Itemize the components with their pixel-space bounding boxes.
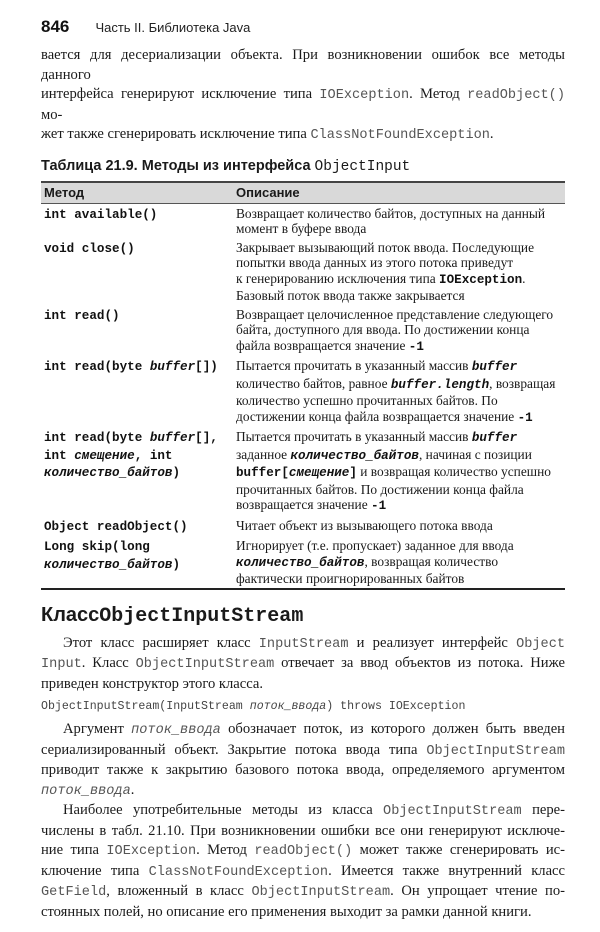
page-number: 846 (41, 17, 70, 36)
methods-table (41, 181, 565, 590)
text-run: мо- (41, 106, 63, 123)
code-run: ) (172, 466, 181, 480)
text-run: . Он упрощает чтение по- (390, 883, 565, 899)
text-run: Этот класс расширяет класс (63, 634, 259, 651)
text-run: ObjectInputStream(InputStream (41, 700, 250, 713)
text-run: и реализует интерфейс (348, 634, 517, 651)
code-run: int read(byte (44, 431, 150, 445)
description-cell (233, 203, 565, 238)
code-run: -1 (408, 339, 424, 354)
description-cell (233, 305, 565, 357)
text-run: , начиная с позиции (418, 446, 532, 462)
table-title-code: ObjectInput (314, 158, 411, 175)
text-line (41, 882, 565, 903)
text-run: ние типа (41, 842, 107, 858)
text-run: стоянных полей, но описание его применения выходит за рамки данной книги. (41, 903, 532, 920)
code-run: IOException (439, 272, 523, 287)
code-run: int read(byte (44, 360, 150, 374)
method-cell (41, 516, 233, 537)
text-run: . Имеется также внутренний класс (328, 862, 565, 879)
paragraph-1 (41, 634, 565, 695)
text-run: к генерированию исключения типа (236, 270, 440, 286)
text-line (41, 781, 565, 802)
text-run: Закрывает вызывающий поток ввода. Последующие (236, 239, 535, 255)
code-run: buffer (471, 360, 518, 374)
cell-line (44, 358, 230, 376)
code-run: int available() (44, 207, 158, 222)
text-run: заданное (236, 446, 291, 462)
section-heading-text: Класс (41, 603, 100, 626)
method-cell (41, 356, 233, 427)
text-run: отвечает за ввод объектов из потока. Ниже (274, 655, 565, 671)
code-run: количество_байтов (236, 555, 365, 570)
code-run: ObjectInputStream (426, 743, 565, 759)
code-run: [], (195, 431, 218, 445)
cell-line (236, 240, 562, 256)
method-cell (41, 203, 233, 238)
cell-line (236, 538, 562, 554)
cell-line (236, 554, 562, 572)
cell-line (44, 518, 230, 536)
code-run: IOException (106, 844, 197, 859)
cell-line (236, 255, 562, 271)
text-line (41, 654, 565, 675)
text-run: пере- (521, 802, 565, 818)
cell-line (44, 429, 230, 447)
text-line (41, 841, 565, 862)
code-run: ) (172, 557, 181, 572)
text-run: жет также сгенерировать исключение типа (41, 126, 311, 142)
description-cell (233, 356, 565, 427)
text-run: приводит также к закрытию базового потока ввода, определяемого аргументом (41, 762, 565, 778)
method-cell (41, 536, 233, 589)
text-run: ключение типа (41, 862, 149, 879)
table-row (41, 305, 565, 357)
text-run: , возвращая количество (364, 553, 499, 569)
cell-line (236, 409, 562, 427)
text-run: , возвращая (489, 375, 556, 391)
table-row (41, 203, 565, 238)
text-run: Возвращает количество байтов, доступных на данный (236, 205, 546, 221)
table-row (41, 238, 565, 305)
column-header-description: Описание (233, 182, 565, 204)
cell-line (236, 338, 562, 356)
code-run: количество_байтов (44, 557, 173, 572)
table-row (41, 356, 565, 427)
cell-line (236, 206, 562, 222)
text-run: количество успешно прочитанных байтов. По (236, 393, 498, 408)
code-run: -1 (517, 410, 533, 425)
cell-line (236, 271, 562, 289)
cell-line (236, 307, 562, 323)
cell-line (236, 393, 562, 409)
text-run: Возвращает целочисленное представление следующего (236, 306, 554, 322)
table-header-row (41, 182, 565, 204)
code-run: Object readObject() (44, 519, 188, 534)
text-run: ) throws IOException (326, 700, 466, 713)
text-run: сериализированный объект. Закрытие потока ввода типа (41, 741, 427, 758)
code-run: Input (41, 657, 82, 672)
table-title-text: Таблица 21.9. Методы из интерфейса (41, 157, 311, 174)
text-line (41, 675, 565, 695)
code-run: смещение (74, 448, 135, 463)
text-line (41, 822, 565, 842)
code-run: смещение (288, 466, 350, 480)
text-line (41, 761, 565, 781)
running-title: Часть II. Библиотека Java (95, 20, 251, 35)
text-line (41, 85, 565, 125)
code-run: buffer (471, 431, 518, 445)
text-run: приведен конструктор этого класса. (41, 675, 264, 692)
text-run: . Метод (409, 86, 468, 102)
cell-line (236, 221, 562, 237)
constructor-signature (41, 698, 565, 716)
text-run: вается для десериализации объекта. При возникновении ошибок все методы данного (41, 47, 565, 83)
code-run: buffer.length (390, 377, 490, 392)
cell-line (236, 482, 562, 498)
text-run: . (522, 270, 526, 286)
method-cell (41, 305, 233, 357)
code-run: IOException (319, 88, 410, 103)
description-cell (233, 536, 565, 589)
code-run: buffer (149, 431, 196, 445)
table-row (41, 536, 565, 589)
text-line (41, 801, 565, 822)
cell-line (44, 240, 230, 258)
code-run: поток_ввода (249, 700, 327, 713)
code-run: ObjectInputStream (251, 885, 391, 900)
column-header-method: Метод (41, 182, 233, 204)
cell-line (44, 447, 230, 465)
text-run: файла возвращается значение (236, 337, 409, 353)
code-run: ClassNotFoundException (148, 864, 329, 880)
method-cell (41, 427, 233, 516)
table-title (41, 156, 565, 177)
cell-line (236, 447, 562, 465)
text-line (41, 862, 565, 883)
text-run: Аргумент (63, 721, 132, 737)
cell-line (236, 464, 562, 482)
code-run: ObjectInputStream (383, 804, 522, 819)
text-run: может также сгенерировать ис- (352, 842, 565, 858)
cell-line (236, 322, 562, 338)
text-run: достижении конца файла возвращается значение (236, 408, 518, 424)
text-run: обозначает поток, из которого должен быть введен (220, 721, 565, 737)
code-run: InputStream (258, 636, 349, 652)
code-run: buffer[ (236, 466, 289, 480)
code-run: buffer (149, 360, 196, 374)
code-run: int read() (44, 308, 120, 323)
text-run: Игнорирует (т.е. пропускает) заданное для ввода (236, 538, 514, 553)
text-run: . (489, 126, 494, 142)
cell-line (236, 571, 562, 587)
code-run: количество_байтов (290, 448, 419, 463)
text-run: Наиболее употребительные методы из класса (63, 802, 384, 818)
cell-line (236, 376, 562, 394)
text-run: . Класс (81, 655, 136, 671)
text-line (41, 720, 565, 741)
text-run: числены в табл. 21.10. При возникновении ошибки все они генерируют исключе- (41, 822, 565, 839)
code-run: []) (195, 360, 218, 374)
text-run: Читает объект из вызывающего потока ввода (236, 517, 493, 533)
description-cell (233, 238, 565, 305)
code-run: ObjectInputStream (135, 657, 275, 672)
text-run: момент в буфере ввода (236, 221, 367, 236)
text-line (41, 741, 565, 762)
code-run: readObject() (254, 844, 353, 859)
cell-line (44, 538, 230, 556)
text-run: байта, доступного для ввода. По достижении конца (236, 322, 530, 337)
text-line (41, 125, 565, 146)
code-run: void close() (44, 241, 135, 256)
text-run: возвращается значение (236, 497, 372, 512)
text-line (41, 903, 565, 923)
text-run: количество байтов, равное (236, 375, 391, 391)
code-run: количество_байтов (44, 466, 173, 480)
text-run: прочитанных байтов. По достижении конца файла (236, 481, 524, 497)
code-run: Long skip(long (44, 540, 150, 554)
text-run: фактически проигнорированных байтов (236, 571, 465, 586)
text-run: . Метод (196, 842, 255, 858)
intro-paragraph (41, 46, 565, 146)
table-row (41, 516, 565, 537)
cell-line (236, 358, 562, 376)
code-run: int (44, 448, 75, 463)
cell-line (236, 497, 562, 515)
code-run: ] (349, 466, 357, 480)
text-line (41, 46, 565, 85)
description-cell (233, 427, 565, 516)
page-header (41, 14, 565, 40)
text-run: Пытается прочитать в указанный массив (236, 358, 472, 373)
code-run: -1 (371, 499, 387, 513)
section-heading (41, 602, 565, 630)
description-cell (233, 516, 565, 537)
code-run: readObject() (467, 88, 565, 103)
code-run: ClassNotFoundException (310, 128, 490, 143)
cell-line (44, 307, 230, 325)
text-line (41, 634, 565, 655)
text-run: . (130, 781, 135, 798)
cell-line (44, 206, 230, 224)
table-row (41, 427, 565, 516)
text-run: и возвращая количество успешно (356, 464, 551, 479)
code-run: , int (134, 448, 173, 463)
text-run: попытки ввода данных из этого потока приведут (236, 255, 514, 270)
paragraph-3 (41, 801, 565, 922)
cell-line (236, 518, 562, 534)
code-run: поток_ввода (131, 723, 221, 738)
code-run: поток_ввода (41, 783, 131, 799)
method-cell (41, 238, 233, 305)
paragraph-2 (41, 720, 565, 801)
text-run: Базовый поток ввода также закрывается (236, 288, 465, 303)
cell-line (236, 429, 562, 447)
text-run: интерфейса генерируют исключение типа (41, 86, 320, 102)
cell-line (44, 464, 230, 482)
cell-line (236, 288, 562, 304)
code-run: Object (516, 636, 566, 652)
cell-line (44, 556, 230, 574)
text-run: , вложенный в класс (106, 883, 252, 899)
section-heading-code: ObjectInputStream (99, 604, 304, 628)
text-run: Пытается прочитать в указанный массив (236, 429, 472, 444)
code-run: GetField (41, 885, 107, 900)
